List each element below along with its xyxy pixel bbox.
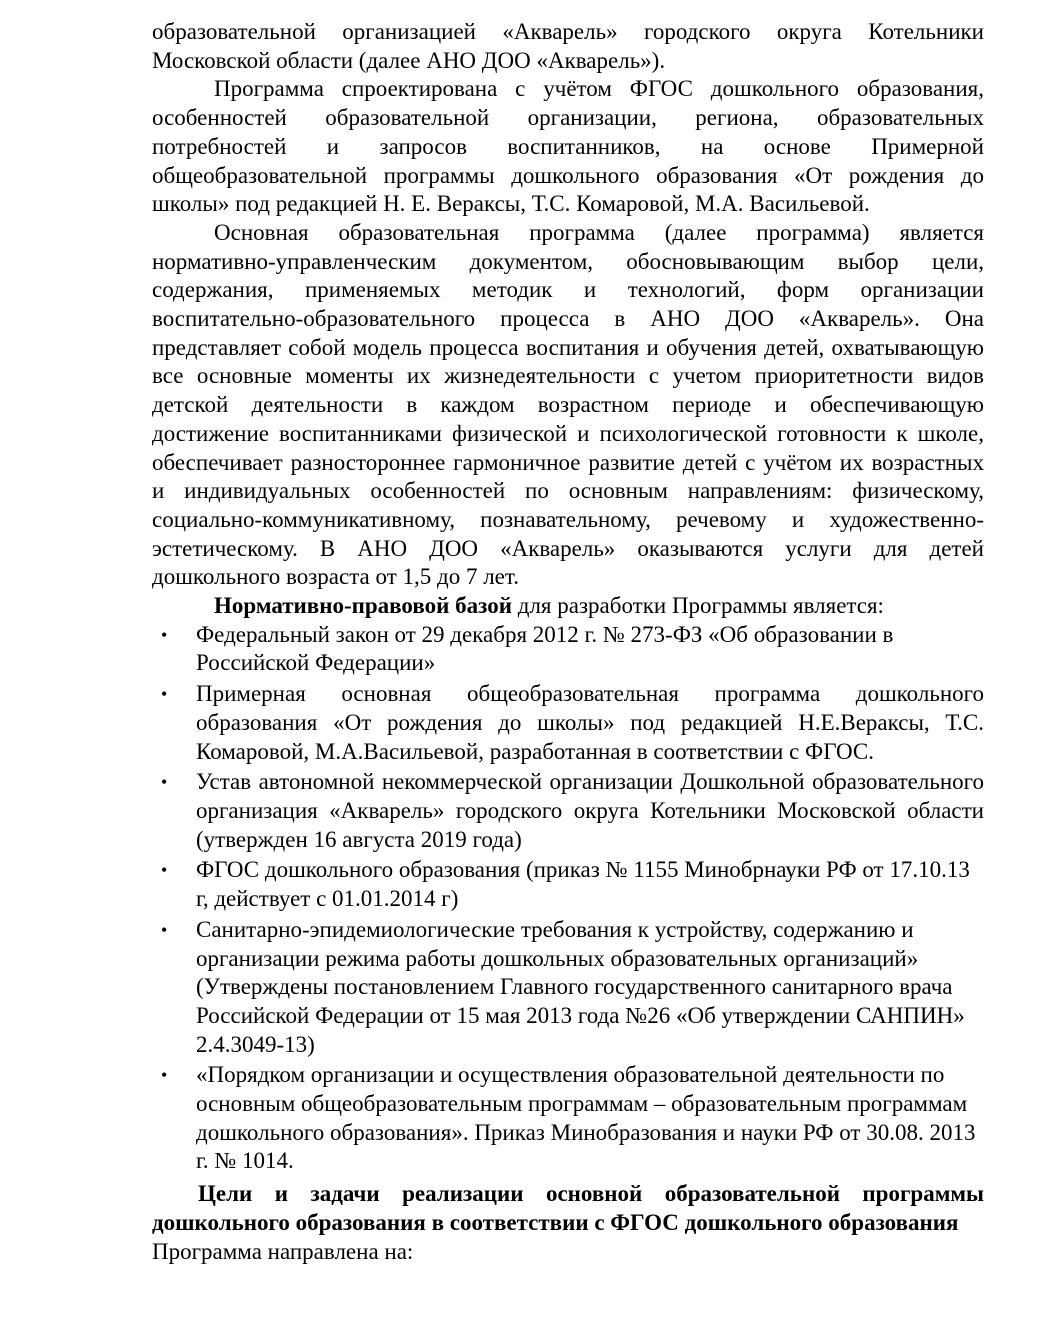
list-item: [152, 916, 984, 1060]
list-item: [152, 680, 984, 766]
legal-base-bold-text: Нормативно-правовой базой: [214, 593, 512, 619]
legal-base-text: для разработки Программы является:: [512, 593, 884, 619]
bullet-icon: •: [161, 1065, 168, 1086]
bullet-icon: •: [161, 772, 168, 793]
list-item-text: Федеральный закон от 29 декабря 2012 г. № 273-ФЗ «Об образовании в Российской Федерации»: [196, 621, 894, 676]
paragraph-legal-base: [152, 592, 984, 621]
paragraph-main-program: Основная образовательная программа (далее программа) является нормативно-управленческим документом, обосновывающим выбор цели, содержания, применяемых методик и технологий, форм организации воспитательно-образовательного процесса в АНО ДОО «Акварель». Она представляет собой модель процесса воспитания и обучения детей, охватывающую все основные моменты их жизнедеятельности с учетом приоритетности видов детской деятельности в каждом возрастном периоде и обеспечивающую достижение воспитанниками физической и психологической готовности к школе, обеспечивает разностороннее гармоничное развитие детей с учётом их возрастных и индивидуальных особенностей по основным направлениям: физическому, социально-коммуникативному, познавательному, речевому и художественно-эстетическому. В АНО ДОО «Акварель» оказываются услуги для детей дошкольного возраста от 1,5 до 7 лет.: [152, 219, 984, 590]
list-item: [152, 1061, 984, 1176]
list-item-text: ФГОС дошкольного образования (приказ № 1155 Минобрнауки РФ от 17.10.13 г, действует с 01.01.2014 г): [196, 857, 970, 912]
section-heading-goals: Цели и задачи реализации основной образовательной программы дошкольного образования в соответствии с ФГОС дошкольного образования: [152, 1181, 984, 1235]
list-item-text: Санитарно-эпидемиологические требования к устройству, содержанию и организации режима работы дошкольных образовательных организаций» (Утверждены постановлением Главного государственного санитарного врача Российской Федерации от 15 мая 2013 года №26 «Об утверждении САНПИН» 2.4.3049-13): [196, 916, 965, 1057]
list-item: [152, 768, 984, 854]
list-item-text: «Порядком организации и осуществления образовательной деятельности по основным общеобразовательным программам – образовательным программам дошкольного образования». Приказ Минобразования и науки РФ от 30.08. 2013 г. № 1014.: [196, 1062, 976, 1174]
paragraph-program-design: Программа спроектирована с учётом ФГОС дошкольного образования, особенностей образовательной организации, региона, образовательных потребностей и запросов воспитанников, на основе Примерной общеобразовательной программы дошкольного образования «От рождения до школы» под редакцией Н. Е. Вераксы, Т.С. Комаровой, М.А. Васильевой.: [152, 76, 984, 217]
bullet-icon: •: [161, 624, 168, 645]
list-item: [152, 856, 984, 913]
legal-base-list: [152, 621, 984, 1176]
paragraph-program-aimed: Программа направлена на:: [152, 1238, 414, 1264]
bullet-icon: •: [161, 860, 168, 881]
bullet-icon: •: [161, 684, 168, 705]
list-item-text: Устав автономной некоммерческой организации Дошкольной образовательного организация «Акварель» городского округа Котельники Московской области (утвержден 16 августа 2019 года): [196, 769, 984, 852]
paragraph-continued: образовательной организацией «Акварель» городского округа Котельники Московской области (далее АНО ДОО «Акварель»).: [152, 19, 984, 73]
list-item: [152, 621, 984, 678]
bullet-icon: •: [161, 919, 168, 940]
list-item-text: Примерная основная общеобразовательная программа дошкольного образования «От рождения до школы» под редакцией Н.Е.Вераксы, Т.С. Комаровой, М.А.Васильевой, разработанная в соответствии с ФГОС.: [196, 681, 984, 764]
document-page: [152, 18, 984, 1266]
